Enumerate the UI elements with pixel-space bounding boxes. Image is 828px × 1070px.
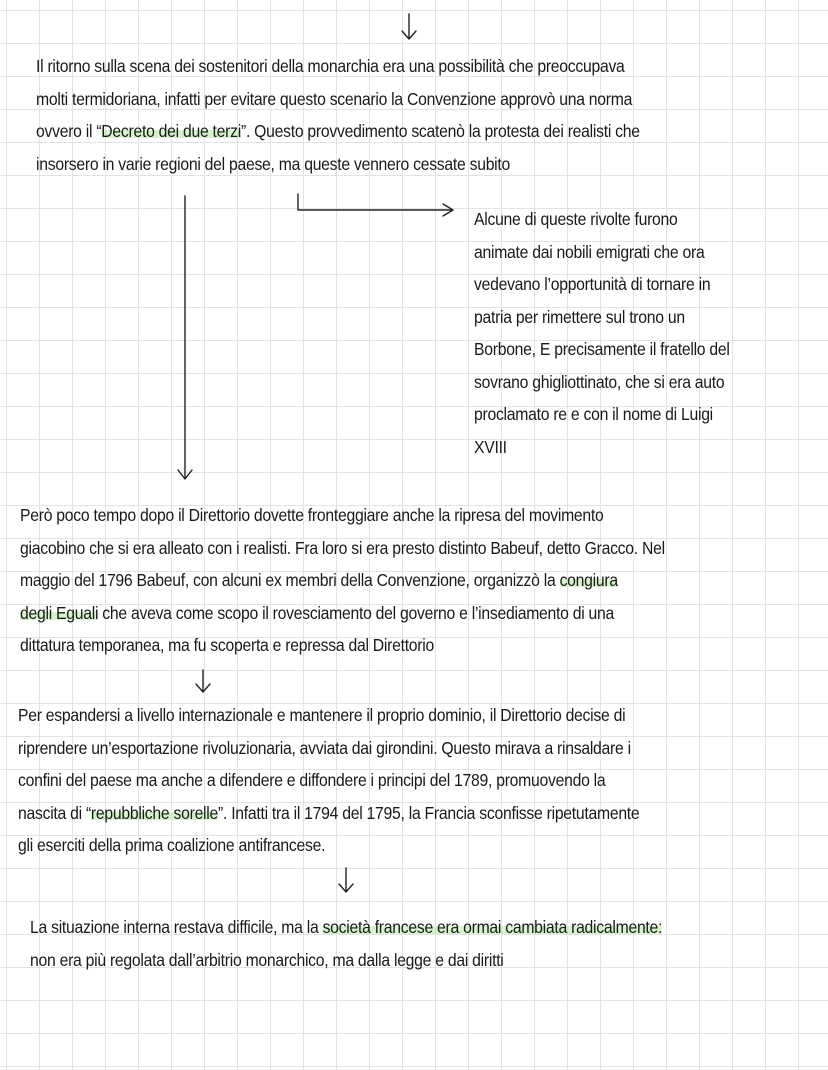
highlight-eguali: degli Eguali: [20, 602, 99, 623]
paragraph-espansione: Per espandersi a livello internazionale e mantenere il proprio dominio, il Direttorio decise di riprendere un’esportazione rivoluzionaria, avviata dai girondini. Questo mirava a rinsaldare i confini del paese ma anche a difendere e diffondere i principi del 1789, promuovendo la nascita di “repubbliche sorelle”. Infatti tra il 1794 del 1795, la Francia sconfisse ripetutamente gli eserciti della prima coalizione antifrancese.: [18, 705, 640, 855]
highlight-repubbliche: repubbliche sorelle: [90, 802, 219, 823]
highlight-decreto: Decreto dei due terzi: [101, 121, 241, 141]
highlight-societa: società francese era ormai cambiata radicalmente:: [322, 917, 663, 937]
down-arrow-icon: [337, 866, 357, 896]
paragraph-monarchia: Il ritorno sulla scena dei sostenitori della monarchia era una possibilità che preoccupava molti termidoriana, infatti per evitare questo scenario la Convenzione approvò una norma ovvero il “Decreto dei due terzi”. Questo provvedimento scatenò la protesta dei realisti che insorsero in varie regioni del paese, ma queste vennero cessate subito: [36, 56, 640, 174]
side-note-rivolte: Alcune di queste rivolte furono animate dai nobili emigrati che ora vedevano l’opportunità di tornare in patria per rimettere sul trono un Borbone, E precisamente il fratello del sovrano ghigliottinato, che si era auto proclamato re e con il nome di Luigi XVIII: [474, 209, 730, 457]
down-arrow-icon: [400, 12, 420, 42]
long-down-arrow-icon: [176, 194, 198, 484]
branch-right-arrow-icon: [294, 192, 464, 222]
highlight-congiura: congiura: [559, 570, 618, 590]
paragraph-direttorio: Però poco tempo dopo il Direttorio dovette fronteggiare anche la ripresa del movimento giacobino che si era alleato con i realisti. Fra loro si era presto distinto Babeuf, detto Gracco. Nel maggio del 1796 Babeuf, con alcuni ex membri della Convenzione, organizzò la congiura degli Eguali che aveva come scopo il rovesciamento del governo e l’insediamento di una dittatura temporanea, ma fu scoperta e repressa dal Direttorio: [20, 505, 665, 655]
down-arrow-icon: [194, 668, 214, 696]
paragraph-situazione: La situazione interna restava difficile, ma la società francese era ormai cambiata radicalmente: non era più regolata dall’arbitrio monarchico, ma dalla legge e dai diritti: [30, 917, 663, 970]
